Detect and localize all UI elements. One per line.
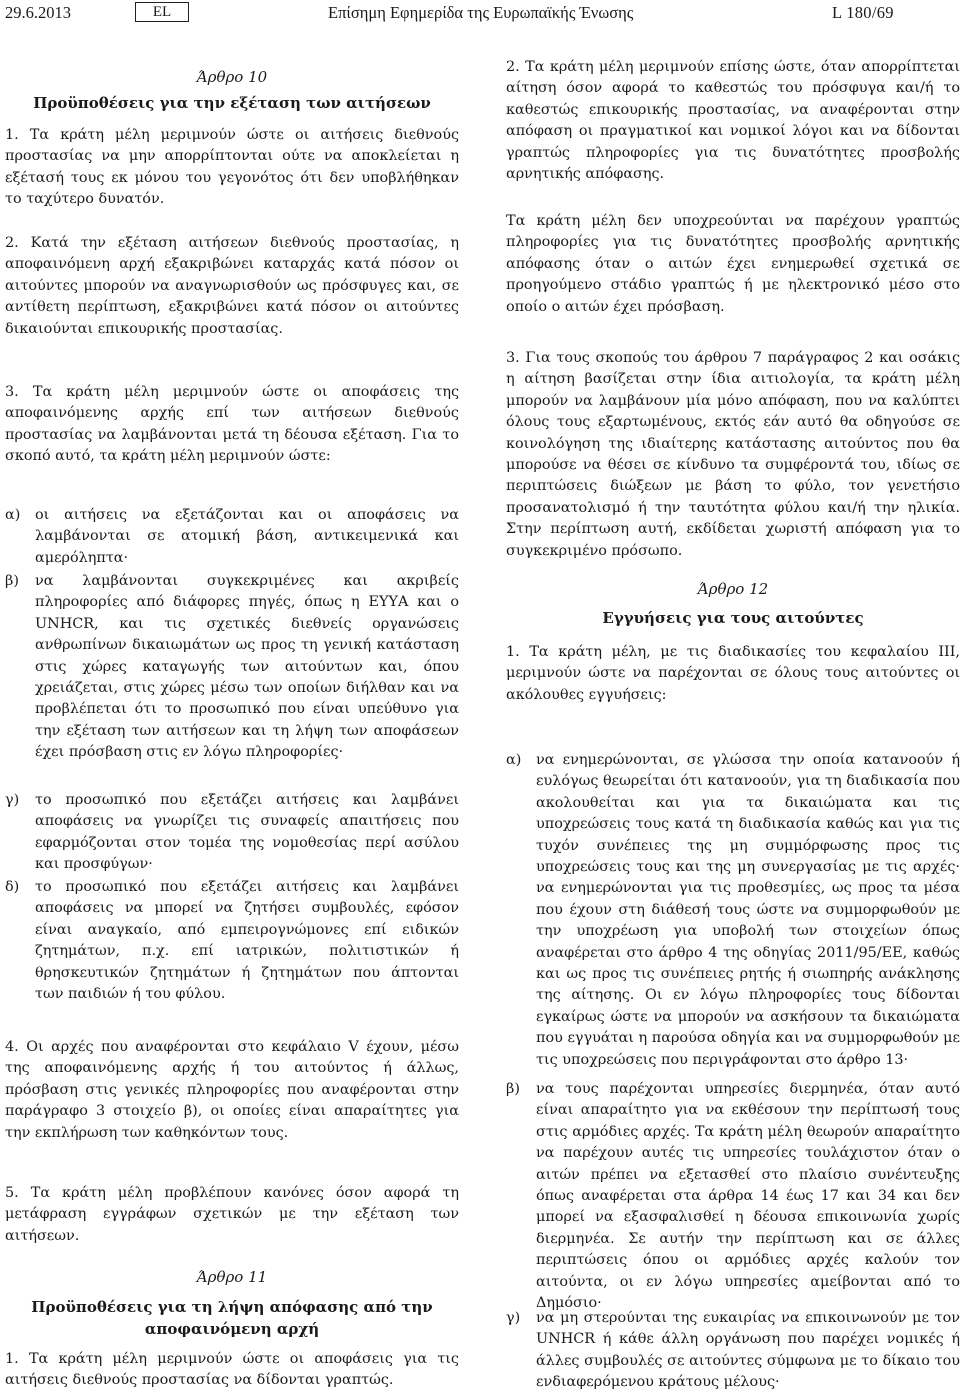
article-12-heading: Άρθρο 12: [697, 580, 769, 598]
article-12-title: Εγγυήσεις για τους αιτούντες: [602, 609, 864, 627]
list-text: να ενημερώνονται, σε γλώσσα την οποία κατανοούν ή ευλόγως θεωρείται ότι κατανοούν, για τη διαδικασία που ακολουθείται και για τα δικαιώματα και τις υποχρεώσεις τους κατά τη διαδικασία καθώς και για τις τυχόν συνέπειες της μη συμμόρφωσης προς τις υποχρεώσεις τους και της μη συνεργασίας με τις αρχές· να ενημερώνονται για τις προθεσμίες, ως προς τα μέσα που έχουν στη διάθεσή τους ώστε να συμμορφωθούν με την υποχρέωση για υποβολή των στοιχείων όπως αναφέρεται στο άρθρο 4 της οδηγίας 2011/95/ΕΕ, καθώς και ως προς τις συνέπειες ρητής ή σιωπηρής ανάκλησης της αίτησης. Οι εν λόγω πληροφορίες τους δίδονται εγκαίρως ώστε να μπορούν να ασκήσουν τα δικαιώματα που εγγυάται η παρούσα οδηγία και να συμμορφωθούν με τις υποχρεώσεις που περιγράφονται στο άρθρο 13·: [536, 752, 960, 1068]
article-11-paragraph-2-sub: Τα κράτη μέλη δεν υποχρεούνται να παρέχουν γραπτώς πληροφορίες για τις δυνατότητες προσβολής αρνητικής απόφασης όταν ο αιτών έχει ενημερωθεί σχετικά σε προηγούμενο στάδιο γραπτώς ή με ηλεκτρονικό μέσο στο οποίο ο αιτών έχει πρόσβαση.: [506, 213, 960, 315]
list-marker: α): [5, 507, 21, 523]
list-text: να τους παρέχονται υπηρεσίες διερμηνέα, όταν αυτό είναι απαραίτητο για να εκθέσουν την περίπτωσή τους στις αρμόδιες αρχές. Τα κράτη μέλη θεωρούν απαραίτητο να παρέχουν αυτές τις υπηρεσίες τουλάχιστον όταν ο αιτών πρέπει να εξετασθεί στο πλαίσιο συνέντευξης όπως αναφέρεται στα άρθρα 14 έως 17 και 34 και δεν μπορεί να εξασφαλισθεί η δέουσα επικοινωνία χωρίς διερμηνέα. Σε αυτήν την περίπτωση και σε άλλες περιπτώσεις όπου οι αρμόδιες αρχές καλούν τον αιτούντα, οι εν λόγω υπηρεσίες αμείβονται από το Δημόσιο·: [536, 1081, 960, 1312]
article-11-paragraph-1: 1. Τα κράτη μέλη μεριμνούν ώστε οι αποφάσεις για τις αιτήσεις διεθνούς προστασίας να δίδονται γραπτώς.: [5, 1351, 459, 1389]
guarantee-item-b: [506, 1079, 960, 1314]
list-text: το προσωπικό που εξετάζει αιτήσεις και λαμβάνει αποφάσεις να γνωρίζει τις συναφείς απαιτήσεις που εφαρμόζονται στον τομέα της νομοθεσίας περί ασύλου και προσφύγων·: [35, 792, 459, 873]
header-date: 29.6.2013: [5, 3, 71, 22]
list-text: να λαμβάνονται συγκεκριμένες και ακριβείς πληροφορίες από διάφορες πηγές, όπως η ΕΥΥΑ και ο UNHCR, και τις σχετικές διεθνείς οργανώσεις ανθρωπίνων δικαιωμάτων ως προς τη γενική κατάσταση στις χώρες καταγωγής των αιτούντων και, όπου χρειάζεται, στις χώρες μέσω των οποίων διήλθαν και να προβλέπεται ότι το προσωπικό που είναι υπεύθυνο για την εξέταση των αιτήσεων και τη λήψη των αποφάσεων έχει πρόσβαση στις εν λόγω πληροφορίες·: [35, 573, 459, 761]
guarantee-item-a: [506, 750, 960, 1071]
list-marker: α): [506, 752, 522, 768]
list-text: να μη στερούνται της ευκαιρίας να επικοινωνούν με τον UNHCR ή κάθε άλλη οργάνωση που παρέχει νομικές ή άλλες συμβουλές σε αιτούντες σύμφωνα με το δίκαιο του ενδιαφερόμενου κράτους μέλους·: [536, 1310, 960, 1391]
article-11-heading: Άρθρο 11: [196, 1268, 268, 1286]
page-header: [0, 0, 960, 26]
page-reference: L 180/69: [832, 3, 894, 22]
article-11-paragraph-3: 3. Για τους σκοπούς του άρθρου 7 παράγραφος 2 και οσάκις η αίτηση βασίζεται στην ίδια αιτιολογία, τα κράτη μέλη μπορούν να λαμβάνουν μία μόνο απόφαση, που να καλύπτει όλους τους εξαρτωμένους, εκτός εάν αυτό θα οδηγούσε σε κοινολόγηση της ιδιαίτερης κατάστασης αιτούντος που θα μπορούσε να θέσει σε κίνδυνο τα συμφέροντά του, ιδίως σε περιπτώσεις διώξεων με βάση το φύλο, τον γενετήσιο προσανατολισμό ή την ταυτότητα φύλου και/ή την ηλικία. Στην περίπτωση αυτή, εκδίδεται χωριστή απόφαση για το συγκεκριμένο πρόσωπο.: [506, 350, 960, 559]
journal-title: Επίσημη Εφημερίδα της Ευρωπαϊκής Ένωσης: [328, 3, 634, 22]
list-marker: δ): [5, 879, 20, 895]
list-marker: β): [506, 1081, 520, 1097]
article-10-paragraph-5: 5. Τα κράτη μέλη προβλέπουν κανόνες όσον αφορά τη μετάφραση εγγράφων σχετικών με την εξέταση των αιτήσεων.: [5, 1185, 459, 1244]
article-10-heading: Άρθρο 10: [196, 68, 268, 86]
list-marker: γ): [5, 792, 20, 808]
article-10-title: Προϋποθέσεις για την εξέταση των αιτήσεων: [33, 94, 431, 112]
list-item-b: [5, 571, 459, 764]
guarantee-item-c: [506, 1308, 960, 1394]
list-marker: β): [5, 573, 19, 589]
list-text: το προσωπικό που εξετάζει αιτήσεις και λαμβάνει αποφάσεις να μπορεί να ζητήσει συμβουλές, εφόσον είναι αναγκαίο, από εμπειρογνώμονες επί ειδικών ζητημάτων, π.χ. επί ιατρικών, πολιτιστικών ή θρησκευτικών ζητημάτων ή ζητημάτων που άπτονται των παιδιών ή του φύλου.: [35, 879, 459, 1003]
list-item-a: [5, 505, 459, 569]
list-text: οι αιτήσεις να εξετάζονται και οι αποφάσεις να λαμβάνονται σε ατομική βάση, αντικειμενικά και αμερόληπτα·: [35, 507, 459, 566]
article-12-paragraph-1: 1. Τα κράτη μέλη, με τις διαδικασίες του κεφαλαίου III, μεριμνούν ώστε να παρέχονται σε όλους τους αιτούντες οι ακόλουθες εγγυήσεις:: [506, 644, 960, 703]
article-10-paragraph-3: 3. Τα κράτη μέλη μεριμνούν ώστε οι αποφάσεις της αποφαινόμενης αρχής επί των αιτήσεων διεθνούς προστασίας να λαμβάνονται μετά τη δέουσα εξέταση. Για το σκοπό αυτό, τα κράτη μέλη μεριμνούν ώστε:: [5, 384, 459, 465]
language-badge: EL: [135, 2, 189, 22]
article-11-paragraph-2: 2. Τα κράτη μέλη μεριμνούν επίσης ώστε, όταν απορρίπτεται αίτηση όσον αφορά το καθεστώς του πρόσφυγα και/ή το καθεστώς επικουρικής προστασίας, να αναφέρονται στην απόφαση οι πραγματικοί και νομικοί λόγοι και να δίδονται γραπτώς πληροφορίες για τις δυνατότητες προσβολής αρνητικής απόφασης.: [506, 59, 960, 183]
list-item-c: [5, 790, 459, 876]
article-10-paragraph-1: 1. Τα κράτη μέλη μεριμνούν ώστε οι αιτήσεις διεθνούς προστασίας να μην απορρίπτονται ούτε να αποκλείεται η εξέτασή τους εκ μόνου του γεγονότος ότι δεν υποβλήθηκαν το ταχύτερο δυνατόν.: [5, 127, 459, 208]
article-10-paragraph-2: 2. Κατά την εξέταση αιτήσεων διεθνούς προστασίας, η αποφαινόμενη αρχή εξακριβώνει καταρχάς κατά πόσον οι αιτούντες μπορούν να αναγνωρισθούν ως πρόσφυγες και, σε αντίθετη περίπτωση, εξακριβώνει κατά πόσον οι αιτούντες δικαιούνται επικουρικής προστασίας.: [5, 235, 459, 337]
article-11-title: Προϋποθέσεις για τη λήψη απόφασης από την αποφαινόμενη αρχή: [31, 1298, 433, 1338]
list-marker: γ): [506, 1310, 521, 1326]
article-10-paragraph-4: 4. Οι αρχές που αναφέρονται στο κεφάλαιο V έχουν, μέσω της αποφαινόμενης αρχής ή του αιτούντος ή άλλως, πρόσβαση στις γενικές πληροφορίες που αναφέρονται στην παράγραφο 3 στοιχείο β), οι οποίες είναι απαραίτητες για την εκπλήρωση των καθηκόντων τους.: [5, 1039, 459, 1141]
list-item-d: [5, 877, 459, 1005]
